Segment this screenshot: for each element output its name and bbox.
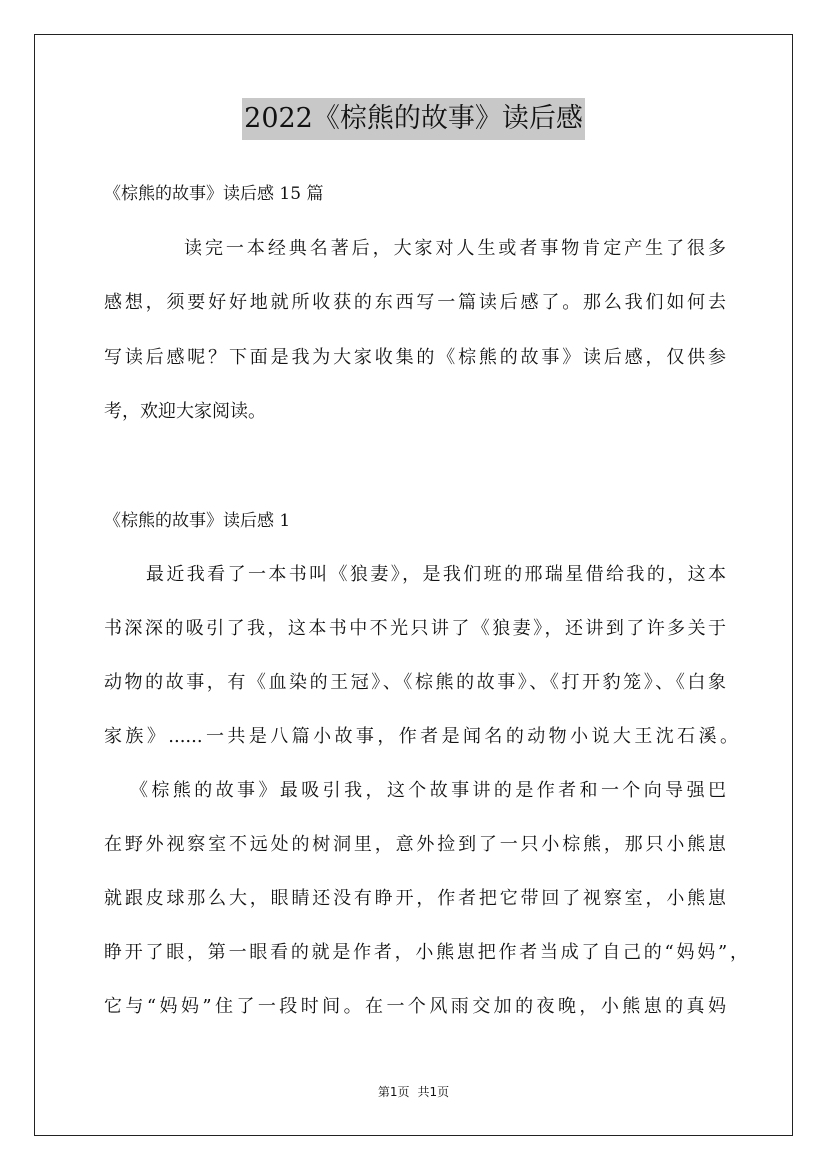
- para2-line-1: 《棕熊的故事》最吸引我，这个故事讲的是作者和一个向导强巴: [130, 780, 726, 801]
- para1-line-3: 动物的故事，有《血染的王冠》、《棕熊的故事》、《打开豹笼》、《白象: [104, 672, 726, 693]
- document-title: 2022《棕熊的故事》读后感: [242, 98, 585, 140]
- para2-line-3: 就跟皮球那么大，眼睛还没有睁开，作者把它带回了视察室，小熊崽: [104, 888, 726, 909]
- para1-line-2: 书深深的吸引了我，这本书中不光只讲了《狼妻》，还讲到了许多关于: [104, 618, 726, 639]
- intro-line-2: 感想，须要好好地就所收获的东西写一篇读后感了。那么我们如何去: [104, 292, 726, 313]
- section-heading: 《棕熊的故事》读后感 1: [104, 511, 291, 531]
- intro-line-1: 读完一本经典名著后，大家对人生或者事物肯定产生了很多: [184, 238, 726, 259]
- para2-line-5: 它与“妈妈”住了一段时间。在一个风雨交加的夜晚，小熊崽的真妈: [104, 996, 726, 1017]
- para2-line-2: 在野外视察室不远处的树洞里，意外捡到了一只小棕熊，那只小熊崽: [104, 834, 726, 855]
- intro-line-4: 考，欢迎大家阅读。: [104, 401, 266, 422]
- para1-line-4: 家族》......一共是八篇小故事，作者是闻名的动物小说大王沈石溪。: [104, 726, 738, 747]
- page-total: 共1页: [417, 1085, 450, 1099]
- intro-line-3: 写读后感呢？下面是我为大家收集的《棕熊的故事》读后感，仅供参: [104, 347, 726, 368]
- page-number: 第1页: [377, 1085, 410, 1099]
- title-container: [0, 98, 827, 140]
- para1-line-1: 最近我看了一本书叫《狼妻》，是我们班的邢瑞星借给我的，这本: [146, 564, 726, 585]
- document-subtitle: 《棕熊的故事》读后感 15 篇: [104, 184, 324, 204]
- para2-line-4: 睁开了眼，第一眼看的就是作者，小熊崽把作者当成了自己的“妈妈”，: [104, 942, 748, 963]
- page-footer: [0, 1083, 827, 1100]
